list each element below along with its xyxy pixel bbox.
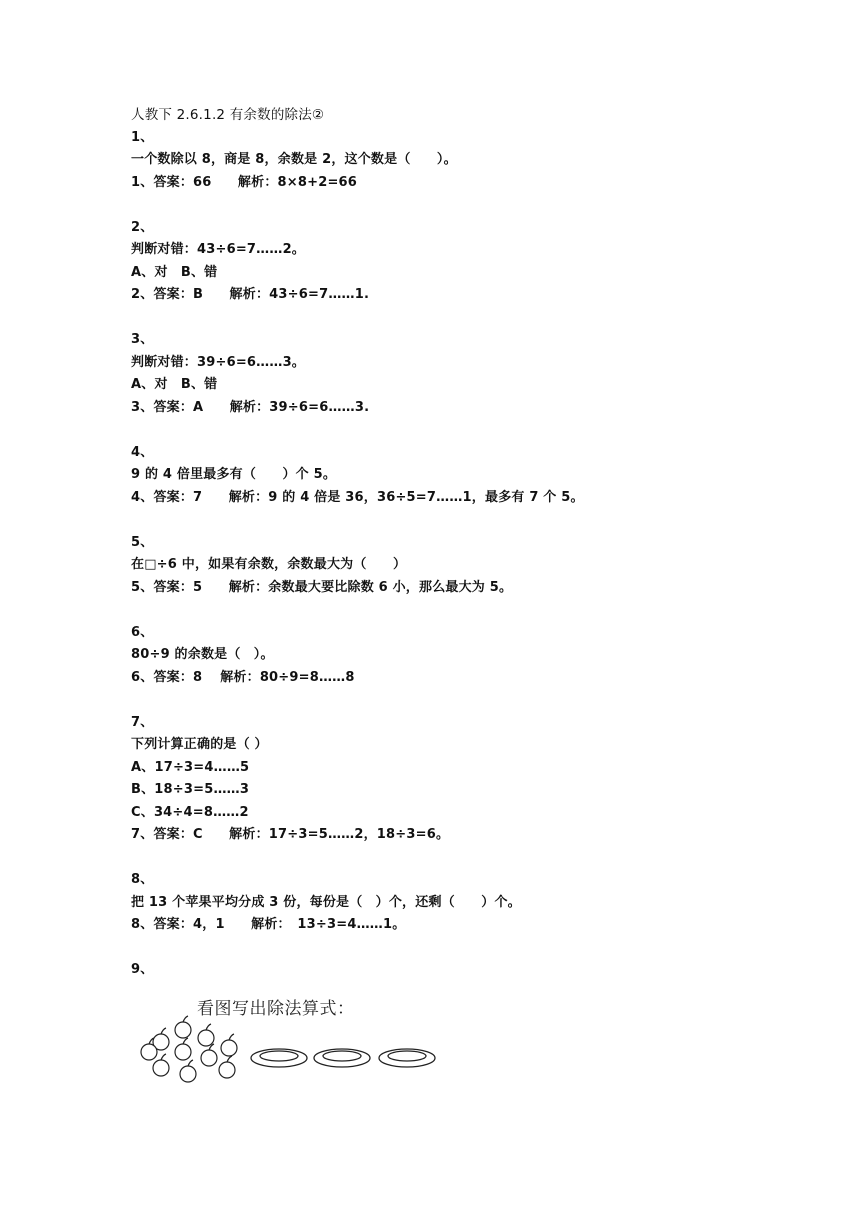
question-text: 9 的 4 倍里最多有（ ）个 5。 xyxy=(131,467,337,482)
apple-icon xyxy=(221,1034,237,1056)
answer-option: C、34÷4=8……2 xyxy=(131,804,249,820)
answer-explanation: 5、答案：5 解析：余数最大要比除数 6 小，那么最大为 5。 xyxy=(131,579,513,595)
question-number: 3、 xyxy=(131,332,154,347)
spacer xyxy=(131,194,831,217)
apple-icon xyxy=(175,1016,191,1038)
question-block xyxy=(131,712,831,870)
apple-icon xyxy=(175,1038,191,1060)
answer-explanation: 4、答案：7 解析：9 的 4 倍是 36，36÷5=7……1，最多有 7 个 5。 xyxy=(131,489,584,505)
question-number: 7、 xyxy=(131,714,154,730)
apple-pile xyxy=(141,1016,237,1082)
answer-explanation: 3、答案：A 解析：39÷6=6……3. xyxy=(131,399,370,415)
plate-icon xyxy=(314,1049,370,1067)
plate-icon xyxy=(379,1049,435,1067)
question-number: 8、 xyxy=(131,872,154,887)
question-text: 判断对错：39÷6=6……3。 xyxy=(131,354,306,370)
spacer xyxy=(131,509,831,532)
question-block xyxy=(131,329,831,442)
question-block xyxy=(131,622,831,712)
question-number: 2、 xyxy=(131,219,154,235)
question-text: 一个数除以 8，商是 8，余数是 2，这个数是（ ）。 xyxy=(131,152,457,167)
apple-icon xyxy=(180,1060,196,1082)
question-block xyxy=(131,532,831,622)
question-block xyxy=(131,869,831,959)
question-list xyxy=(131,127,831,960)
question-text: 80÷9 的余数是（ ）。 xyxy=(131,647,274,662)
question-text: 判断对错：43÷6=7……2。 xyxy=(131,242,306,257)
question-number: 1、 xyxy=(131,129,154,145)
answer-explanation: 7、答案：C 解析：17÷3=5……2，18÷3=6。 xyxy=(131,827,450,842)
spacer xyxy=(131,937,831,960)
question-text: 下列计算正确的是（ ） xyxy=(131,737,268,752)
answer-option: A、17÷3=4……5 xyxy=(131,759,250,775)
question-number: 6、 xyxy=(131,624,154,640)
plate-icon xyxy=(251,1049,307,1067)
spacer xyxy=(131,419,831,442)
answer-explanation: 2、答案：B 解析：43÷6=7……1. xyxy=(131,287,370,302)
answer-option: B、18÷3=5……3 xyxy=(131,782,250,797)
answer-option: A、对 B、错 xyxy=(131,377,218,392)
question-block xyxy=(131,127,831,217)
question-text: 把 13 个苹果平均分成 3 份，每份是（ ）个，还剩（ ）个。 xyxy=(131,894,521,910)
answer-explanation: 1、答案：66 解析：8×8+2=66 xyxy=(131,174,358,190)
spacer xyxy=(131,847,831,870)
spacer xyxy=(131,307,831,330)
apple-icon xyxy=(198,1024,214,1046)
spacer xyxy=(131,689,831,712)
apple-plate-figure xyxy=(131,990,451,1090)
answer-explanation: 6、答案：8 解析：80÷9=8……8 xyxy=(131,669,355,685)
question-block xyxy=(131,217,831,330)
figure-caption: 看图写出除法算式： xyxy=(197,999,355,1019)
question-text: 在□÷6 中，如果有余数，余数最大为（ ） xyxy=(131,557,407,572)
spacer xyxy=(131,599,831,622)
question-number: 5、 xyxy=(131,534,154,550)
answer-option: A、对 B、错 xyxy=(131,264,218,280)
document-title: 人教下 2.6.1.2 有余数的除法② xyxy=(131,107,325,123)
plates xyxy=(251,1049,435,1067)
question-number: 9、 xyxy=(131,962,154,977)
answer-explanation: 8、答案：4，1 解析： 13÷3=4……1。 xyxy=(131,917,406,932)
question-block xyxy=(131,442,831,532)
question-number: 4、 xyxy=(131,444,154,460)
apple-icon xyxy=(201,1044,217,1066)
apple-icon xyxy=(219,1056,235,1078)
document-body xyxy=(131,104,831,982)
